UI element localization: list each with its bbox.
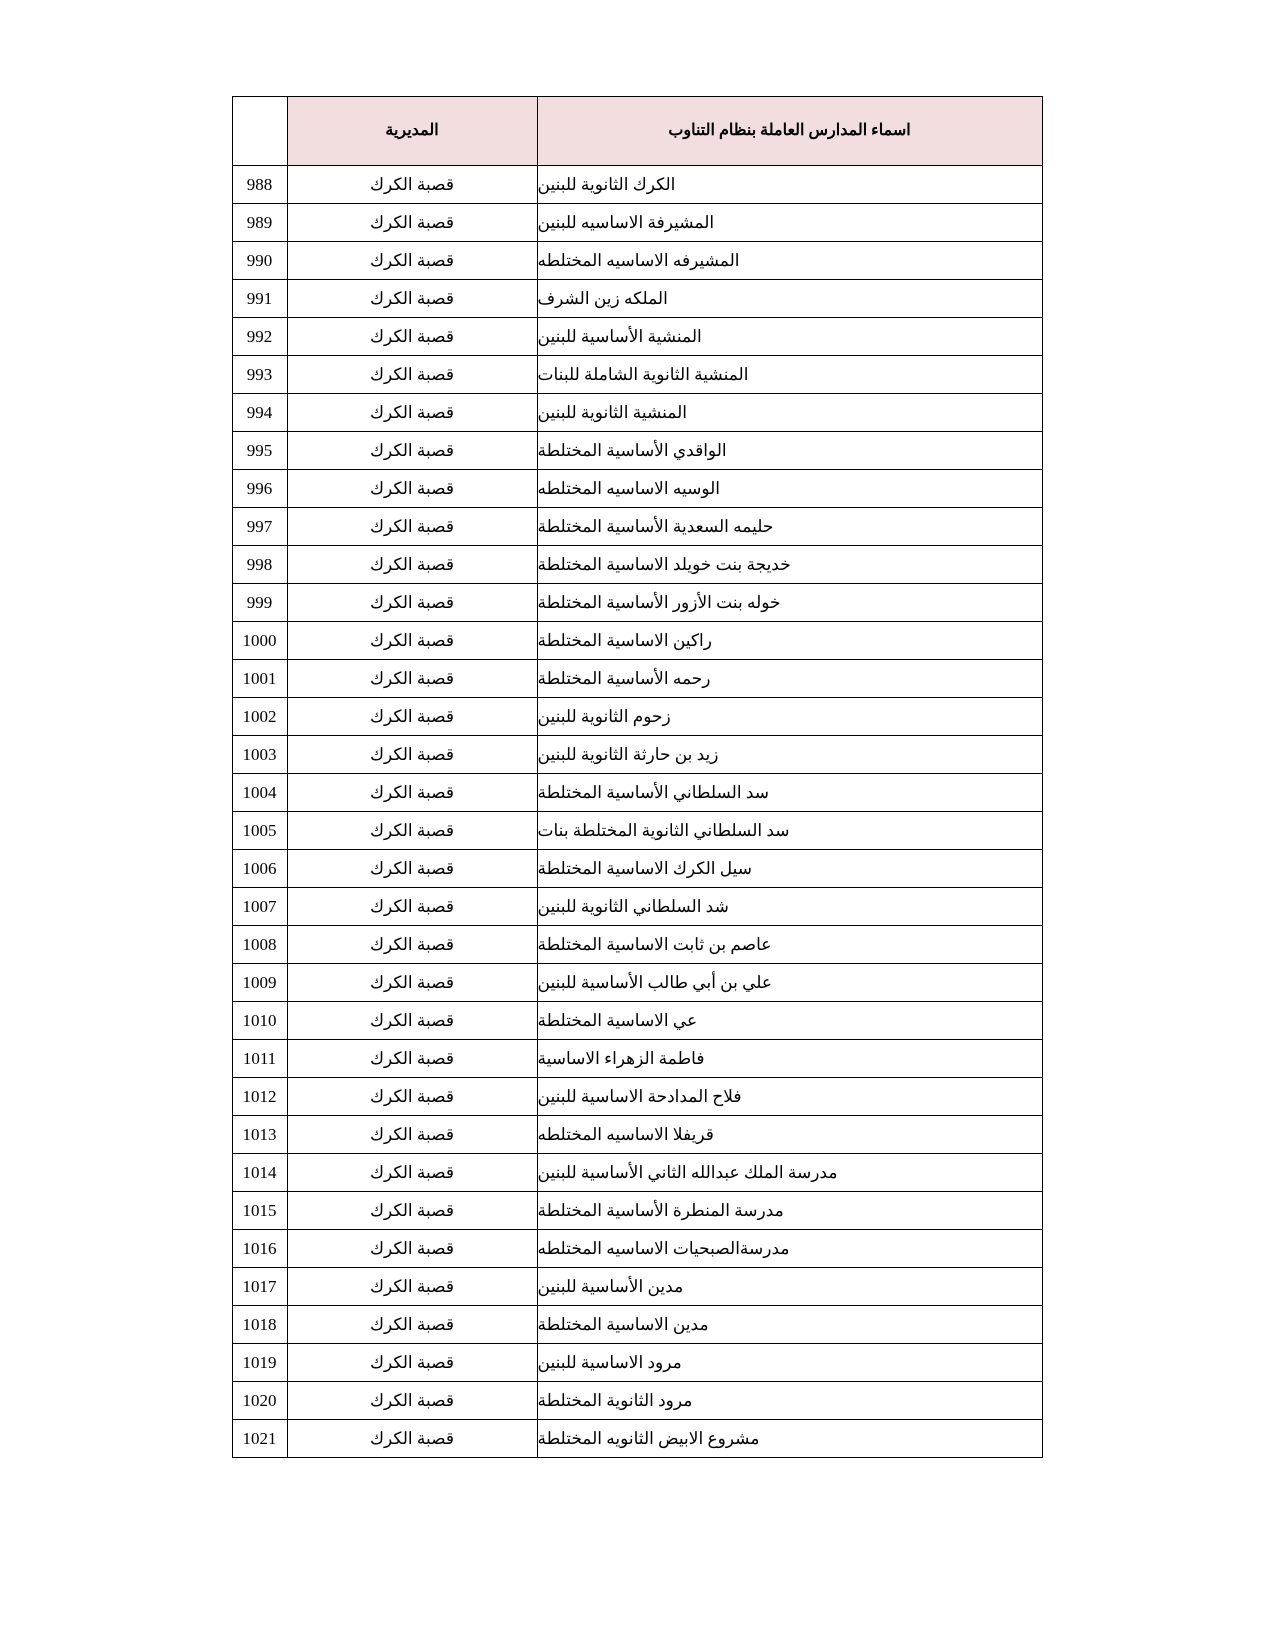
table-row <box>232 964 1042 1002</box>
row-index-cell: 1002 <box>232 698 287 736</box>
row-index-cell: 1017 <box>232 1268 287 1306</box>
table-row <box>232 1382 1042 1420</box>
school-name-cell: الملكه زين الشرف <box>537 280 1042 318</box>
school-name-cell: مدرسةالصبحيات الاساسيه المختلطه <box>537 1230 1042 1268</box>
directorate-cell: قصبة الكرك <box>287 1116 537 1154</box>
schools-table <box>232 96 1043 1458</box>
row-index-cell: 1019 <box>232 1344 287 1382</box>
directorate-cell: قصبة الكرك <box>287 1192 537 1230</box>
row-index-cell: 1011 <box>232 1040 287 1078</box>
table-row <box>232 660 1042 698</box>
row-index-cell: 1013 <box>232 1116 287 1154</box>
row-index-cell: 1021 <box>232 1420 287 1458</box>
directorate-cell: قصبة الكرك <box>287 1002 537 1040</box>
school-name-cell: مدرسة المنطرة الأساسية المختلطة <box>537 1192 1042 1230</box>
table-row <box>232 394 1042 432</box>
table-row <box>232 736 1042 774</box>
row-index-cell: 1015 <box>232 1192 287 1230</box>
row-index-cell: 990 <box>232 242 287 280</box>
row-index-cell: 999 <box>232 584 287 622</box>
school-name-cell: زحوم الثانوية للبنين <box>537 698 1042 736</box>
school-name-cell: فاطمة الزهراء الاساسية <box>537 1040 1042 1078</box>
row-index-cell: 1007 <box>232 888 287 926</box>
directorate-cell: قصبة الكرك <box>287 242 537 280</box>
table-header-row <box>232 97 1042 166</box>
school-name-cell: راكين الاساسية المختلطة <box>537 622 1042 660</box>
school-name-cell: المنشية الثانوية الشاملة للبنات <box>537 356 1042 394</box>
row-index-cell: 1012 <box>232 1078 287 1116</box>
row-index-cell: 1020 <box>232 1382 287 1420</box>
school-name-cell: مرود الثانوية المختلطة <box>537 1382 1042 1420</box>
table-row <box>232 166 1042 204</box>
table-row <box>232 204 1042 242</box>
row-index-cell: 1016 <box>232 1230 287 1268</box>
table-row <box>232 356 1042 394</box>
school-name-cell: زيد بن حارثة الثانوية للبنين <box>537 736 1042 774</box>
school-name-cell: الواقدي الأساسية المختلطة <box>537 432 1042 470</box>
table-row <box>232 242 1042 280</box>
school-name-cell: المنشية الأساسية للبنين <box>537 318 1042 356</box>
row-index-cell: 992 <box>232 318 287 356</box>
directorate-cell: قصبة الكرك <box>287 1268 537 1306</box>
row-index-cell: 989 <box>232 204 287 242</box>
directorate-cell: قصبة الكرك <box>287 888 537 926</box>
table-row <box>232 508 1042 546</box>
table-row <box>232 280 1042 318</box>
directorate-cell: قصبة الكرك <box>287 622 537 660</box>
directorate-cell: قصبة الكرك <box>287 660 537 698</box>
row-index-cell: 996 <box>232 470 287 508</box>
table-row <box>232 1078 1042 1116</box>
row-index-cell: 1004 <box>232 774 287 812</box>
row-index-cell: 1001 <box>232 660 287 698</box>
row-index-cell: 1010 <box>232 1002 287 1040</box>
directorate-cell: قصبة الكرك <box>287 280 537 318</box>
table-row <box>232 698 1042 736</box>
directorate-cell: قصبة الكرك <box>287 356 537 394</box>
directorate-cell: قصبة الكرك <box>287 584 537 622</box>
row-index-cell: 1006 <box>232 850 287 888</box>
directorate-cell: قصبة الكرك <box>287 470 537 508</box>
table-row <box>232 1116 1042 1154</box>
directorate-cell: قصبة الكرك <box>287 736 537 774</box>
schools-table-container <box>233 96 1043 1458</box>
row-index-cell: 1003 <box>232 736 287 774</box>
row-index-cell: 1008 <box>232 926 287 964</box>
table-row <box>232 1268 1042 1306</box>
school-name-cell: فلاح المدادحة الاساسية للبنين <box>537 1078 1042 1116</box>
table-row <box>232 1040 1042 1078</box>
table-row <box>232 1306 1042 1344</box>
table-row <box>232 774 1042 812</box>
row-index-cell: 988 <box>232 166 287 204</box>
school-name-cell: المشيرفة الاساسيه للبنين <box>537 204 1042 242</box>
table-row <box>232 622 1042 660</box>
directorate-cell: قصبة الكرك <box>287 166 537 204</box>
school-name-cell: مدرسة الملك عبدالله الثاني الأساسية للبنين <box>537 1154 1042 1192</box>
table-row <box>232 546 1042 584</box>
table-header <box>232 97 1042 166</box>
table-row <box>232 926 1042 964</box>
directorate-cell: قصبة الكرك <box>287 1420 537 1458</box>
directorate-cell: قصبة الكرك <box>287 1382 537 1420</box>
school-name-cell: شد السلطاني الثانوية للبنين <box>537 888 1042 926</box>
row-index-cell: 995 <box>232 432 287 470</box>
table-row <box>232 1002 1042 1040</box>
table-body <box>232 166 1042 1458</box>
row-index-cell: 997 <box>232 508 287 546</box>
directorate-cell: قصبة الكرك <box>287 432 537 470</box>
directorate-cell: قصبة الكرك <box>287 850 537 888</box>
school-name-cell: حليمه السعدية الأساسية المختلطة <box>537 508 1042 546</box>
directorate-cell: قصبة الكرك <box>287 812 537 850</box>
school-name-cell: خديجة بنت خويلد الاساسية المختلطة <box>537 546 1042 584</box>
directorate-cell: قصبة الكرك <box>287 774 537 812</box>
table-row <box>232 318 1042 356</box>
school-name-cell: سد السلطاني الأساسية المختلطة <box>537 774 1042 812</box>
table-row <box>232 1192 1042 1230</box>
school-name-cell: الكرك الثانوية للبنين <box>537 166 1042 204</box>
row-index-cell: 993 <box>232 356 287 394</box>
directorate-cell: قصبة الكرك <box>287 964 537 1002</box>
table-row <box>232 432 1042 470</box>
school-name-cell: مشروع الابيض الثانويه المختلطة <box>537 1420 1042 1458</box>
table-row <box>232 1230 1042 1268</box>
school-name-cell: المنشية الثانوية للبنين <box>537 394 1042 432</box>
directorate-cell: قصبة الكرك <box>287 1230 537 1268</box>
school-name-cell: قريفلا الاساسيه المختلطه <box>537 1116 1042 1154</box>
row-index-cell: 1014 <box>232 1154 287 1192</box>
directorate-cell: قصبة الكرك <box>287 318 537 356</box>
directorate-cell: قصبة الكرك <box>287 1154 537 1192</box>
school-name-cell: سد السلطاني الثانوية المختلطة بنات <box>537 812 1042 850</box>
column-header-school-name: اسماء المدارس العاملة بنظام التناوب <box>537 97 1042 166</box>
row-index-cell: 991 <box>232 280 287 318</box>
directorate-cell: قصبة الكرك <box>287 1040 537 1078</box>
school-name-cell: مدين الاساسية المختلطة <box>537 1306 1042 1344</box>
column-header-directorate: المديرية <box>287 97 537 166</box>
directorate-cell: قصبة الكرك <box>287 1344 537 1382</box>
column-header-index <box>232 97 287 166</box>
table-row <box>232 888 1042 926</box>
row-index-cell: 998 <box>232 546 287 584</box>
school-name-cell: رحمه الأساسية المختلطة <box>537 660 1042 698</box>
row-index-cell: 1009 <box>232 964 287 1002</box>
table-row <box>232 812 1042 850</box>
directorate-cell: قصبة الكرك <box>287 1078 537 1116</box>
row-index-cell: 994 <box>232 394 287 432</box>
row-index-cell: 1018 <box>232 1306 287 1344</box>
row-index-cell: 1000 <box>232 622 287 660</box>
directorate-cell: قصبة الكرك <box>287 546 537 584</box>
row-index-cell: 1005 <box>232 812 287 850</box>
school-name-cell: سيل الكرك الاساسية المختلطة <box>537 850 1042 888</box>
table-row <box>232 1154 1042 1192</box>
directorate-cell: قصبة الكرك <box>287 394 537 432</box>
table-row <box>232 1344 1042 1382</box>
table-row <box>232 850 1042 888</box>
directorate-cell: قصبة الكرك <box>287 204 537 242</box>
school-name-cell: المشيرفه الاساسيه المختلطه <box>537 242 1042 280</box>
school-name-cell: مرود الاساسية للبنين <box>537 1344 1042 1382</box>
school-name-cell: عي الاساسية المختلطة <box>537 1002 1042 1040</box>
school-name-cell: عاصم بن ثابت الاساسية المختلطة <box>537 926 1042 964</box>
directorate-cell: قصبة الكرك <box>287 1306 537 1344</box>
table-row <box>232 1420 1042 1458</box>
table-row <box>232 470 1042 508</box>
school-name-cell: خوله بنت الأزور الأساسية المختلطة <box>537 584 1042 622</box>
school-name-cell: مدين الأساسية للبنين <box>537 1268 1042 1306</box>
directorate-cell: قصبة الكرك <box>287 698 537 736</box>
directorate-cell: قصبة الكرك <box>287 926 537 964</box>
school-name-cell: الوسيه الاساسيه المختلطه <box>537 470 1042 508</box>
directorate-cell: قصبة الكرك <box>287 508 537 546</box>
table-row <box>232 584 1042 622</box>
school-name-cell: علي بن أبي طالب الأساسية للبنين <box>537 964 1042 1002</box>
